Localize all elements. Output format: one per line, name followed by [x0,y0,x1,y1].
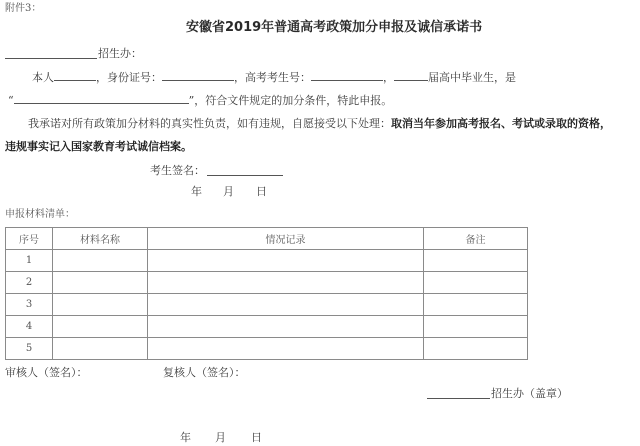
table-header-row [6,228,528,250]
id-label: ，身份证号： [96,71,162,84]
table-row [6,338,528,360]
pledge-normal: 我承诺对所有政策加分材料的真实性负责，如有违规，自愿接受以下处理： [28,117,391,130]
document-title: 安徽省2019年普通高考政策加分申报及诚信承诺书 [186,20,483,35]
declaration-line-2 [8,93,392,106]
reviewer-label: 审核人（签名）： [5,366,88,379]
declaration-closing: ”，符合文件规定的加分条件，特此申报。 [188,94,393,107]
row-no: 2 [6,272,53,294]
table-row [6,316,528,338]
exam-number-blank[interactable] [311,70,383,81]
record-cell[interactable] [148,272,424,294]
signature-blank[interactable] [207,175,283,176]
pledge-line-2: 违规事实记入国家教育考试诚信档案。 [5,140,192,153]
comma: ， [383,71,394,84]
id-number-blank[interactable] [162,70,234,81]
row-no: 4 [6,316,53,338]
material-name-cell[interactable] [53,250,148,272]
office-stamp-label: 招生办（盖章） [491,387,568,400]
record-cell[interactable] [148,250,424,272]
note-cell[interactable] [424,272,528,294]
col-header-name: 材料名称 [53,228,148,250]
material-name-cell[interactable] [53,294,148,316]
footer-year: 年 [180,431,191,444]
materials-table [5,227,528,360]
signature-day: 日 [256,185,267,198]
rechecker-label: 复核人（签名）： [163,366,246,379]
row-no: 1 [6,250,53,272]
pledge-bold-1: 取消当年参加高考报名、考试或录取的资格， [391,117,611,130]
note-cell[interactable] [424,338,528,360]
material-name-cell[interactable] [53,272,148,294]
materials-label: 申报材料清单： [5,209,75,220]
name-blank[interactable] [54,70,96,81]
admissions-office-blank[interactable] [5,58,97,59]
material-name-cell[interactable] [53,338,148,360]
record-cell[interactable] [148,316,424,338]
note-cell[interactable] [424,294,528,316]
declaration-line-1 [32,70,516,83]
signature-label: 考生签名： [150,164,205,177]
pledge-line-1 [28,118,611,129]
row-no: 5 [6,338,53,360]
col-header-record: 情况记录 [148,228,424,250]
col-header-note: 备注 [424,228,528,250]
graduate-label: 届高中毕业生，是 [428,71,516,84]
exam-id-label: ，高考考生号： [234,71,311,84]
attachment-label: 附件3： [5,3,42,14]
signature-month: 月 [223,185,234,198]
open-quote: “ [8,94,14,107]
self-label: 本人 [32,71,54,84]
record-cell[interactable] [148,294,424,316]
col-header-no: 序号 [6,228,53,250]
footer-month: 月 [215,431,226,444]
bonus-category-blank[interactable] [14,93,189,104]
office-name-blank[interactable] [427,398,490,399]
note-cell[interactable] [424,316,528,338]
addressee-suffix: 招生办： [98,47,142,60]
row-no: 3 [6,294,53,316]
table-row [6,250,528,272]
graduation-year-blank[interactable] [394,70,428,81]
signature-year: 年 [191,185,202,198]
table-row [6,272,528,294]
material-name-cell[interactable] [53,316,148,338]
footer-day: 日 [251,431,262,444]
note-cell[interactable] [424,250,528,272]
table-row [6,294,528,316]
record-cell[interactable] [148,338,424,360]
